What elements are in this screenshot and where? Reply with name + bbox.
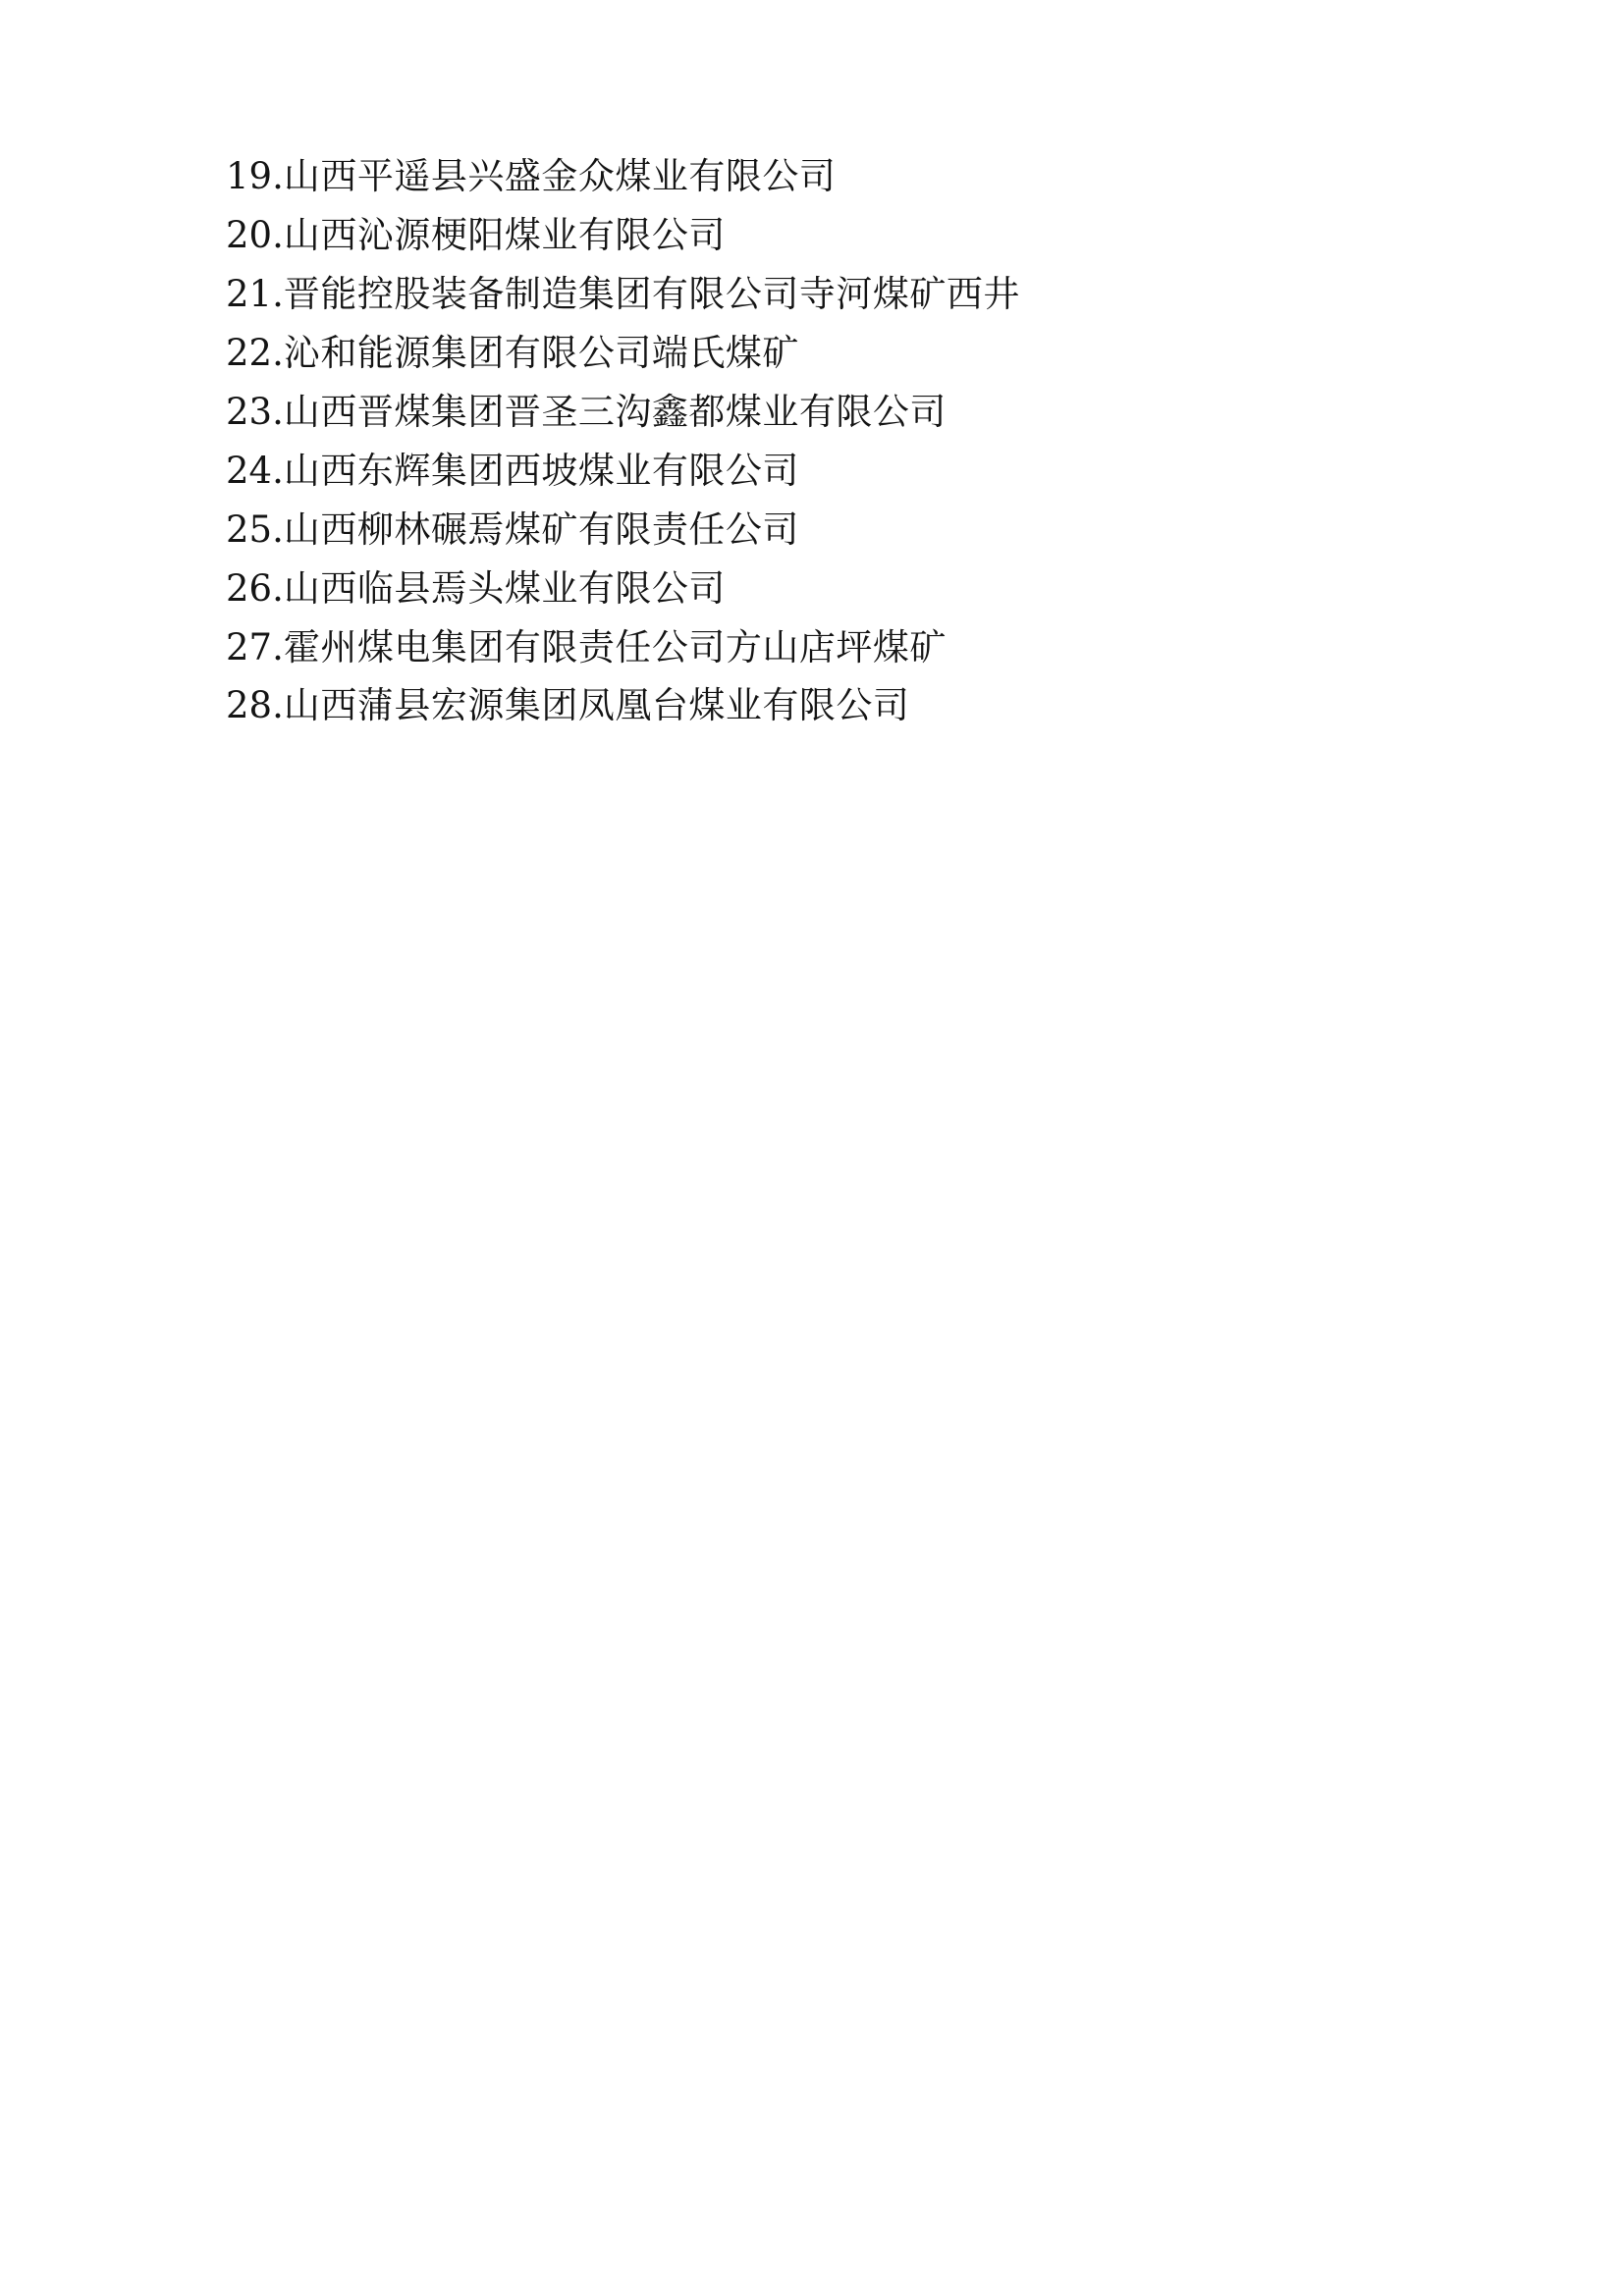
list-item-index: 27. xyxy=(226,625,284,668)
list-item-label: 山西东辉集团西坡煤业有限公司 xyxy=(283,449,799,492)
list-item-index: 25. xyxy=(226,507,284,551)
list-item xyxy=(226,560,1398,618)
list-item-index: 23. xyxy=(226,390,284,433)
list-item xyxy=(226,324,1398,383)
list-item xyxy=(226,501,1398,560)
list-item-index: 24. xyxy=(226,449,284,492)
list-item xyxy=(226,676,1398,735)
list-item-index: 22. xyxy=(226,331,284,374)
list-item-index: 21. xyxy=(226,272,284,315)
list-item xyxy=(226,265,1398,324)
list-item-index: 28. xyxy=(226,684,284,727)
list-item xyxy=(226,442,1398,501)
list-item-label: 山西临县焉头煤业有限公司 xyxy=(283,566,726,610)
list-item-label: 沁和能源集团有限公司端氏煤矿 xyxy=(283,331,799,374)
list-item xyxy=(226,147,1398,206)
list-item xyxy=(226,383,1398,442)
list-item-label: 山西蒲县宏源集团凤凰台煤业有限公司 xyxy=(283,684,910,727)
list-item xyxy=(226,618,1398,677)
list-item-label: 山西平遥县兴盛金众煤业有限公司 xyxy=(283,155,837,197)
list-item-label: 山西沁源梗阳煤业有限公司 xyxy=(283,213,726,256)
list-item-index: 20. xyxy=(226,213,284,256)
list-item-label: 霍州煤电集团有限责任公司方山店坪煤矿 xyxy=(283,625,947,668)
list-item-index: 26. xyxy=(226,566,284,610)
list-item xyxy=(226,206,1398,265)
list-item-index: 19. xyxy=(226,155,284,197)
company-list xyxy=(226,147,1398,735)
list-item-label: 晋能控股装备制造集团有限公司寺河煤矿西井 xyxy=(283,272,1020,315)
list-item-label: 山西柳林碾焉煤矿有限责任公司 xyxy=(283,507,799,551)
list-item-label: 山西晋煤集团晋圣三沟鑫都煤业有限公司 xyxy=(283,390,947,433)
